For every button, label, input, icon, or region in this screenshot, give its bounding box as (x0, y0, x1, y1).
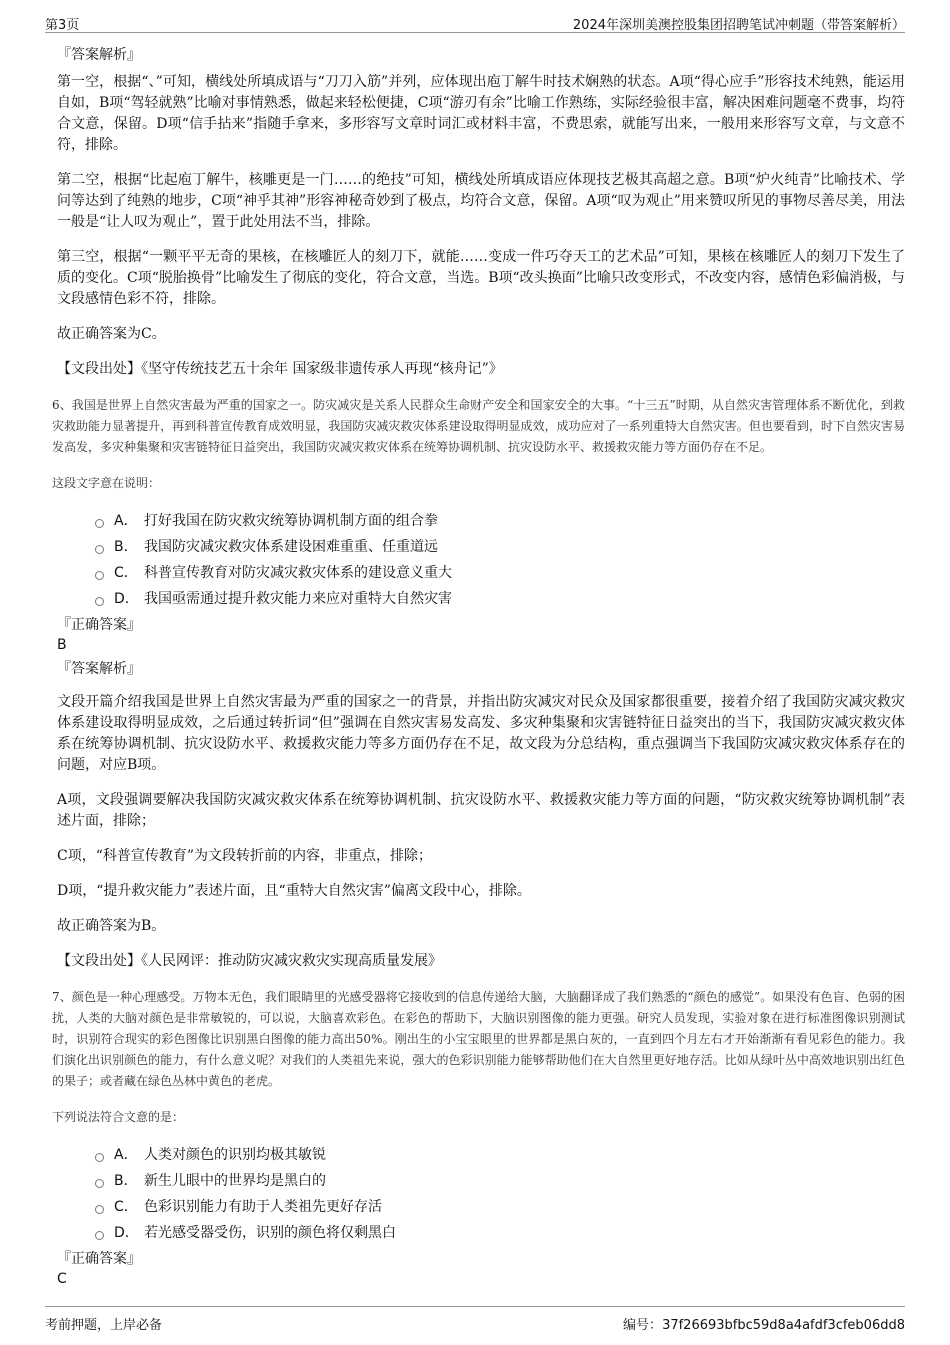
page-footer (45, 1306, 905, 1337)
q6-option-d[interactable] (95, 586, 905, 612)
code-label: 编号： (623, 1318, 663, 1333)
q6-options (95, 508, 905, 612)
option-letter: D． (114, 591, 139, 607)
q6-analysis-para-4: D项，“提升救灾能力”表述片面，且“重特大自然灾害”偏离文段中心，排除。 (57, 883, 531, 899)
option-letter: B． (114, 1173, 138, 1189)
q7-option-a[interactable] (95, 1142, 905, 1168)
radio-icon[interactable] (95, 597, 104, 606)
q6-prompt: 这段文字意在说明： (52, 476, 161, 490)
q7-answer: C (57, 1271, 67, 1287)
q6-option-c[interactable] (95, 560, 905, 586)
q5-analysis-para-3: 第三空，根据“一颗平平无奇的果核，在核雕匠人的刻刀下，就能……变成一件巧夺天工的艺术品”可知，果核在核雕匠人的刻刀下发生了质的变化。C项“脱胎换骨”比喻发生了彻底的变化，符合文意，当选。B项“改头换面”比喻只改变形式，不改变内容，感情色彩偏消极，与文段感情色彩不符，排除。 (57, 249, 905, 307)
q6-conclusion: 故正确答案为B。 (57, 918, 166, 934)
document-code (623, 1314, 905, 1333)
radio-icon[interactable] (95, 519, 104, 528)
page-header (45, 10, 905, 33)
q7-option-d[interactable] (95, 1220, 905, 1246)
q5-analysis-label: 『答案解析』 (57, 47, 141, 63)
option-letter: A． (114, 513, 138, 529)
q5-conclusion: 故正确答案为C。 (57, 326, 166, 342)
q7-option-b[interactable] (95, 1168, 905, 1194)
q6-answer: B (57, 637, 67, 653)
q6-option-b[interactable] (95, 534, 905, 560)
option-text: 新生儿眼中的世界均是黑白的 (144, 1173, 326, 1189)
option-letter: A． (114, 1147, 138, 1163)
q7-options (95, 1142, 905, 1246)
radio-icon[interactable] (95, 1179, 104, 1188)
radio-icon[interactable] (95, 571, 104, 580)
radio-icon[interactable] (95, 1231, 104, 1240)
code-value: 37f26693bfbc59d8a4afdf3cfeb06dd8 (662, 1318, 905, 1333)
q6-source: 【文段出处】《人民网评：推动防灾减灾救灾实现高质量发展》 (57, 953, 442, 969)
q6-analysis-para-1: 文段开篇介绍我国是世界上自然灾害最为严重的国家之一的背景，并指出防灾减灾对民众及国家都很重要，接着介绍了我国防灾减灾救灾体系建设取得明显成效，之后通过转折词“但”强调在自然灾害易发高发、多灾种集聚和灾害链特征日益突出的当下，我国防灾减灾救灾体系在统筹协调机制、抗灾设防水平、救援救灾能力等多方面仍存在不足，故文段为分总结构，重点强调当下我国防灾减灾救灾体系存在的问题，对应B项。 (57, 694, 905, 773)
q5-source: 【文段出处】《坚守传统技艺五十余年 国家级非遗传承人再现“核舟记”》 (57, 361, 503, 377)
option-text: 我国亟需通过提升救灾能力来应对重特大自然灾害 (144, 591, 452, 607)
option-letter: B． (114, 539, 138, 555)
page-number: 第3页 (45, 18, 80, 33)
radio-icon[interactable] (95, 1205, 104, 1214)
q6-question-text: 6、我国是世界上自然灾害最为严重的国家之一。防灾减灾是关系人民群众生命财产安全和国家安全的大事。“十三五”时期，从自然灾害管理体系不断优化，到救灾救助能力显著提升，再到科普宣传教育成效明显，我国防灾减灾救灾体系建设取得明显成效，成功应对了一系列重特大自然灾害。但也要看到，时下自然灾害易发高发，多灾种集聚和灾害链特征日益突出，我国防灾减灾救灾体系在统筹协调机制、抗灾设防水平、救援救灾能力等方面仍存在不足。 (52, 398, 905, 454)
option-text: 色彩识别能力有助于人类祖先更好存活 (144, 1199, 382, 1215)
option-text: 我国防灾减灾救灾体系建设困难重重、任重道远 (144, 539, 438, 555)
q5-analysis-para-2: 第二空，根据“比起庖丁解牛，核雕更是一门……的绝技”可知，横线处所填成语应体现技艺极其高超之意。B项“炉火纯青”比喻技术、学问等达到了纯熟的地步，C项“神乎其神”形容神秘奇妙到了极点，均符合文意，保留。A项“叹为观止”用来赞叹所见的事物尽善尽美，用法一般是“让人叹为观止”，置于此处用法不当，排除。 (57, 172, 905, 230)
q6-answer-label: 『正确答案』 (57, 617, 141, 633)
option-letter: D． (114, 1225, 139, 1241)
q6-option-a[interactable] (95, 508, 905, 534)
radio-icon[interactable] (95, 545, 104, 554)
content (52, 46, 905, 1294)
option-text: 打好我国在防灾救灾统筹协调机制方面的组合拳 (144, 513, 438, 529)
option-letter: C． (114, 1199, 138, 1215)
option-letter: C． (114, 565, 138, 581)
q7-answer-label: 『正确答案』 (57, 1251, 141, 1267)
q6-analysis-label: 『答案解析』 (57, 661, 141, 677)
q6-analysis-para-2: A项，文段强调要解决我国防灾减灾救灾体系在统筹协调机制、抗灾设防水平、救援救灾能力等方面的问题，“防灾救灾统筹协调机制”表述片面，排除； (57, 792, 905, 829)
q6-analysis-para-3: C项，“科普宣传教育”为文段转折前的内容，非重点，排除； (57, 848, 433, 864)
radio-icon[interactable] (95, 1153, 104, 1162)
document-title: 2024年深圳美澳控股集团招聘笔试冲刺题（带答案解析） (572, 18, 905, 33)
option-text: 科普宣传教育对防灾减灾救灾体系的建设意义重大 (144, 565, 452, 581)
q7-prompt: 下列说法符合文意的是： (52, 1110, 185, 1124)
option-text: 若光感受器受伤，识别的颜色将仅剩黑白 (144, 1225, 396, 1241)
q5-analysis-para-1: 第一空，根据“、”可知，横线处所填成语与“刀刀入筋”并列，应体现出庖丁解牛时技术娴熟的状态。A项“得心应手”形容技术纯熟，能运用自如，B项“驾轻就熟”比喻对事情熟悉，做起来轻松便捷，C项“游刃有余”比喻工作熟练，实际经验很丰富，解决困难问题毫不费事，均符合文意，保留。D项“信手拈来”指随手拿来，多形容写文章时词汇或材料丰富，不费思索，就能写出来，一般用来形容写文章，与文意不符，排除。 (57, 74, 905, 153)
q7-question-text: 7、颜色是一种心理感受。万物本无色，我们眼睛里的光感受器将它接收到的信息传递给大脑，大脑翻译成了我们熟悉的“颜色的感觉”。如果没有色盲、色弱的困扰，人类的大脑对颜色是非常敏锐的，可以说，大脑喜欢彩色。在彩色的帮助下，大脑识别图像的能力更强。研究人员发现，实验对象在进行标准图像识别测试时，识别符合现实的彩色图像比识别黑白图像的能力高出50%。刚出生的小宝宝眼里的世界都是黑白灰的，一直到四个月左右才开始渐渐有看见彩色的能力。我们演化出识别颜色的能力，有什么意义呢？对我们的人类祖先来说，强大的色彩识别能力能够帮助他们在大自然里更好地存活。比如从绿叶丛中高效地识别出红色的果子；或者藏在绿色丛林中黄色的老虎。 (52, 990, 905, 1088)
option-text: 人类对颜色的识别均极其敏锐 (144, 1147, 326, 1163)
footer-slogan: 考前押题，上岸必备 (45, 1318, 163, 1333)
q7-option-c[interactable] (95, 1194, 905, 1220)
